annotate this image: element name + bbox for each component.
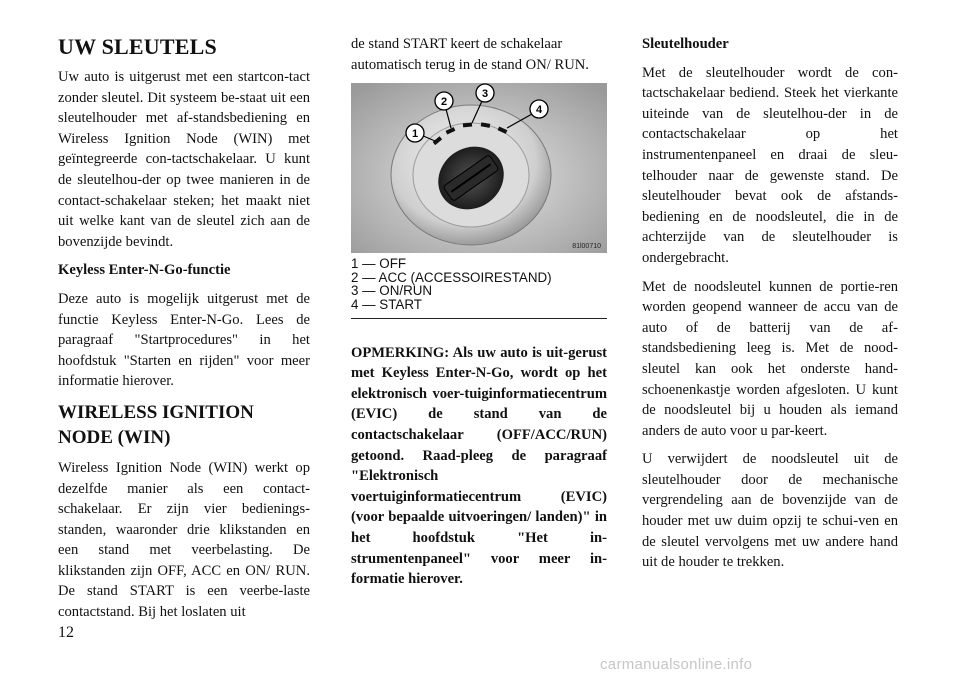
callout-3-label: 3 xyxy=(481,88,489,101)
divider xyxy=(351,318,607,319)
marker-on-run xyxy=(463,123,472,128)
continuation-paragraph: de stand START keert de schakelaar automatisch terug in de stand ON/ RUN. xyxy=(351,36,589,73)
keyless-subheading: Keyless Enter-N-Go-functie xyxy=(58,262,231,279)
callout-4 xyxy=(530,100,548,118)
column-right xyxy=(642,34,898,581)
legend-item-acc: 2 — ACC (ACCESSOIRESTAND) xyxy=(351,269,552,285)
key-fob-paragraph-1: Met de sleutelhouder wordt de con-tactschakelaar bediend. Steek het vierkante uiteinde van de sleutelhou-der in de contactschakelaar op het instrumentenpaneel en draai de sleu-telhouder naar de gewenste stand. De sleutelhouder bevat ook de afstands-bediening en de noodsleutel, die in de achterzijde van de sleutelhouder is ondergebracht. xyxy=(642,64,898,266)
figure-code: 81l00710 xyxy=(572,243,601,251)
callout-2 xyxy=(435,92,453,110)
ignition-switch-figure xyxy=(351,83,607,253)
section-heading-win xyxy=(58,400,310,450)
key-fob-subheading: Sleutelhouder xyxy=(642,36,729,52)
heading-win-line1: WIRELESS IGNITION xyxy=(58,401,254,423)
callout-4-label: 4 xyxy=(535,104,543,117)
section-heading-keys: UW SLEUTELS xyxy=(58,34,217,59)
callout-1 xyxy=(406,124,424,142)
key-fob-paragraph-3: U verwijdert de noodsleutel uit de sleutelhouder door de mechanische vergrendeling aan de bovenzijde van de houder met uw duim opzij te schui-ven en de sleutel vervolgens met uw andere hand uit de houder te trekken. xyxy=(642,451,898,571)
keyless-paragraph: Deze auto is mogelijk uitgerust met de functie Keyless Enter-N-Go. Lees de paragraaf "Startprocedures" in het hoofdstuk "Starten en rijden" voor meer informatie hierover. xyxy=(58,290,310,390)
legend-item-on-run: 3 — ON/RUN xyxy=(351,283,433,299)
heading-win-line2: NODE (WIN) xyxy=(58,426,171,448)
intro-paragraph: Uw auto is uitgerust met een startcon-tact zonder sleutel. Dit systeem be-staat uit een sleutelhouder met af-standsbediening en Wireless Ignition Node (WIN) met geïntegreerde con-tactschakelaar. U kunt de sleutelhou-der op twee manieren in de contact-schakelaar steken; het maakt niet uit welke kant van de sleutel zich aan de bovenzijde bevindt. xyxy=(58,69,310,250)
page-number: 12 xyxy=(58,624,74,641)
note-paragraph: OPMERKING: Als uw auto is uit-gerust met Keyless Enter-N-Go, wordt op het elektronisch voer-tuiginformatiecentrum (EVIC) de stand van de contactschakelaar (OFF/ACC/RUN) getoond. Raad-pleeg de paragraaf "Elektronisch voertuiginformatiecentrum (EVIC) (voor bepaalde uitvoeringen/ landen)" in het hoofdstuk "Het in-strumentenpaneel" voor meer in-formatie hierover. xyxy=(351,344,607,588)
figure-legend xyxy=(351,257,607,311)
ignition-switch-illustration xyxy=(351,83,607,253)
legend-item-off: 1 — OFF xyxy=(351,256,407,272)
win-paragraph: Wireless Ignition Node (WIN) werkt op dezelfde manier als een contact-schakelaar. Er zijn vier bedienings-standen, waaronder drie klikstanden en een stand met veerbelasting. De klikstanden zijn OFF, ACC en ON/ RUN. De stand START is een veerbe-laste contactstand. Bij het loslaten uit xyxy=(58,459,310,621)
callout-1-label: 1 xyxy=(411,128,419,141)
legend-item-start: 4 — START xyxy=(351,296,422,312)
watermark: carmanualsonline.info xyxy=(600,656,753,673)
column-middle xyxy=(351,34,607,598)
callout-3 xyxy=(476,84,494,102)
column-left xyxy=(58,34,310,631)
callout-2-label: 2 xyxy=(440,96,448,109)
key-fob-paragraph-2: Met de noodsleutel kunnen de portie-ren worden geopend wanneer de accu van de auto of de batterij van de af-standsbediening leeg is. Met de nood-sleutel kan ook het onderste hand-schoenenkastje worden afgesloten. U kunt de noodsleutel bij u houden als iemand anders de auto voor u par-keert. xyxy=(642,278,898,439)
